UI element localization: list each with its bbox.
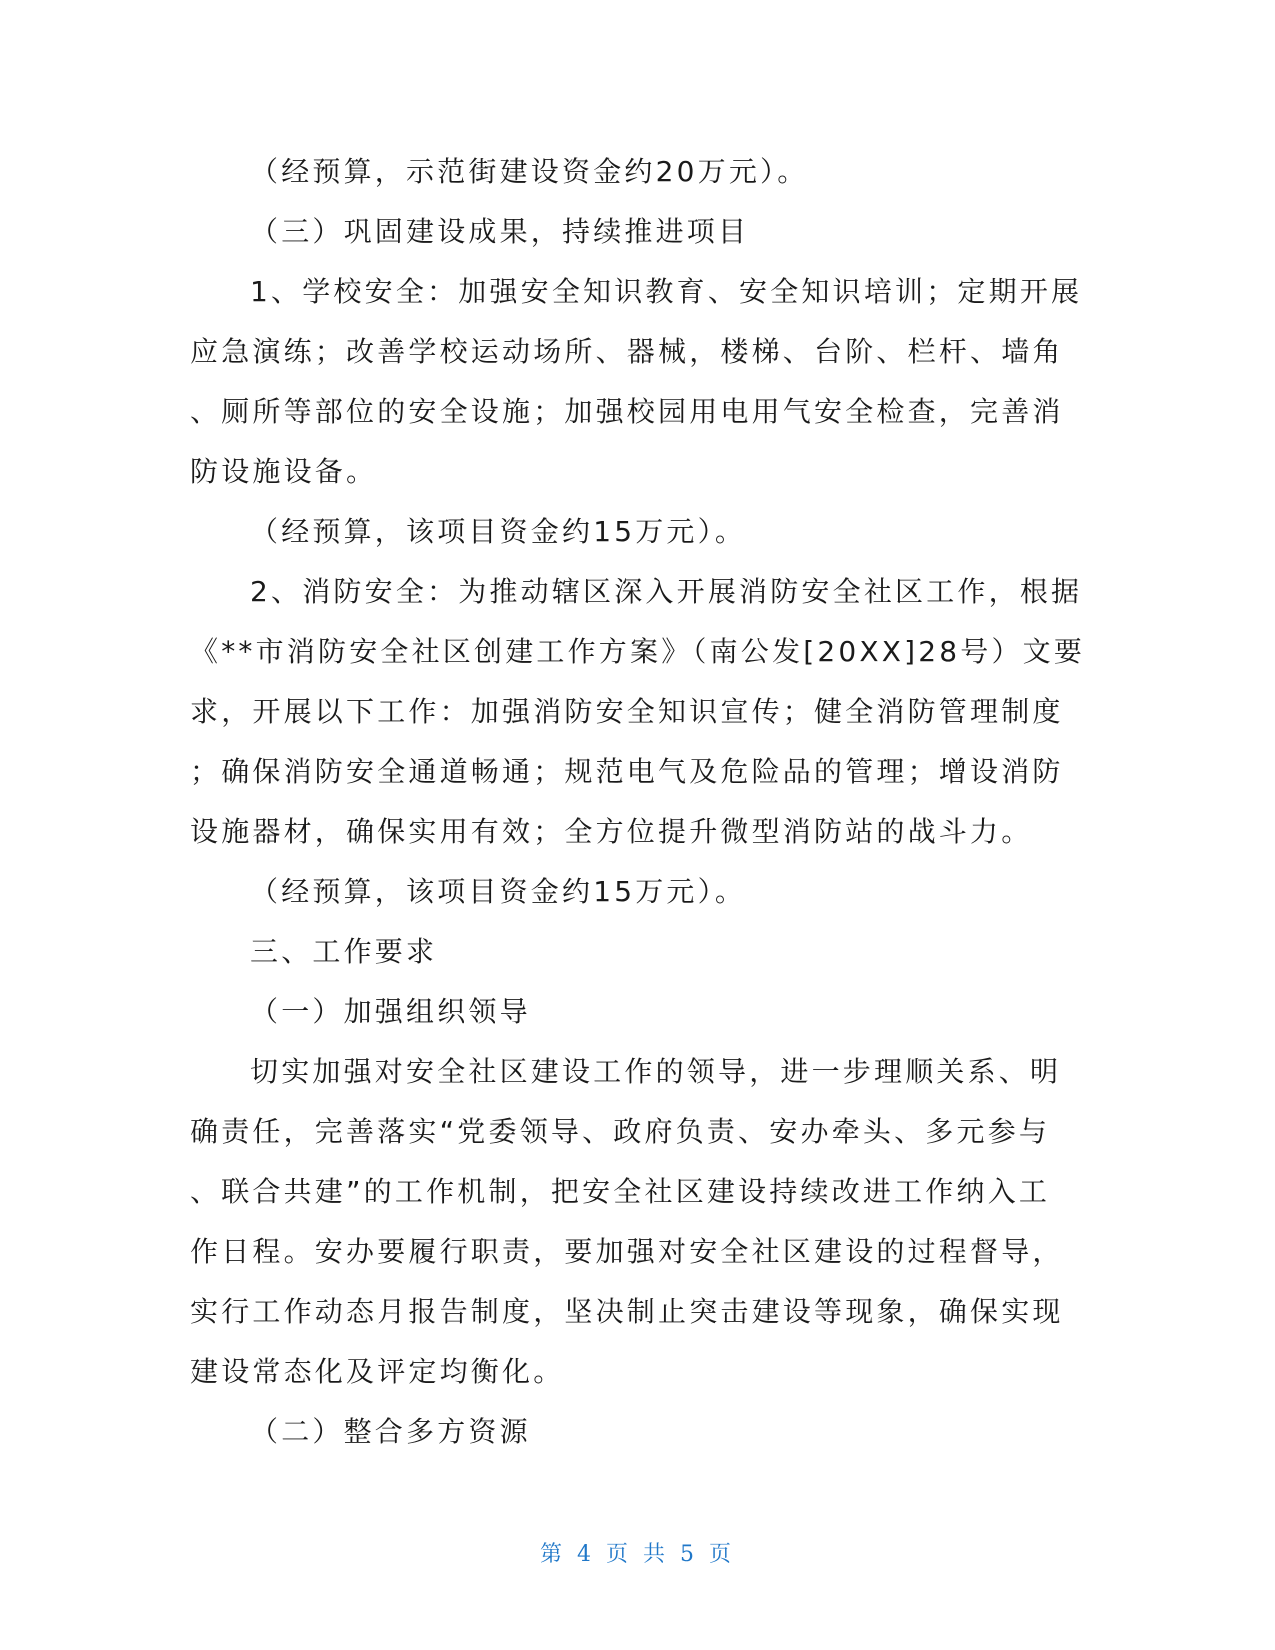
text-line: 三、工作要求 — [250, 935, 438, 968]
paragraph-school-safety — [190, 262, 1083, 502]
heading-integrate-resources — [190, 1402, 1070, 1462]
text-line: （经预算，示范街建设资金约20万元）。 — [250, 155, 809, 188]
text-line: 设施器材，确保实用有效；全方位提升微型消防站的战斗力。 — [190, 815, 1033, 848]
text-line: 作日程。安办要履行职责，要加强对安全社区建设的过程督导， — [190, 1235, 1064, 1268]
text-line: 应急演练；改善学校运动场所、器械，楼梯、台阶、栏杆、墙角 — [190, 335, 1064, 368]
heading-consolidate-results — [190, 202, 1070, 262]
text-line: ；确保消防安全通道畅通；规范电气及危险品的管理；增设消防 — [190, 755, 1064, 788]
text-line: 、厕所等部位的安全设施；加强校园用电用气安全检查，完善消 — [190, 395, 1064, 428]
text-line: 实行工作动态月报告制度，坚决制止突击建设等现象，确保实现 — [190, 1295, 1064, 1328]
paragraph-budget-demo-street — [190, 142, 1070, 202]
text-line: （三）巩固建设成果，持续推进项目 — [250, 215, 750, 248]
paragraph-budget-school — [190, 502, 1070, 562]
text-line: 《**市消防安全社区创建工作方案》（南公发[20XX]28号）文要 — [190, 635, 1086, 668]
text-line: （二）整合多方资源 — [250, 1415, 531, 1448]
text-line: 2、消防安全：为推动辖区深入开展消防安全社区工作，根据 — [250, 575, 1083, 608]
text-line: （经预算，该项目资金约15万元）。 — [250, 875, 747, 908]
text-line: 确责任，完善落实“党委领导、政府负责、安办牵头、多元参与 — [190, 1115, 1051, 1148]
heading-strengthen-leadership — [190, 982, 1070, 1042]
text-line: （经预算，该项目资金约15万元）。 — [250, 515, 747, 548]
paragraph-fire-safety — [190, 562, 1086, 862]
text-line: 切实加强对安全社区建设工作的领导，进一步理顺关系、明 — [250, 1055, 1062, 1088]
text-line: 1、学校安全：加强安全知识教育、安全知识培训；定期开展 — [250, 275, 1083, 308]
text-line: 、联合共建”的工作机制，把安全社区建设持续改进工作纳入工 — [190, 1175, 1051, 1208]
paragraph-budget-fire — [190, 862, 1070, 922]
text-line: 建设常态化及评定均衡化。 — [190, 1355, 565, 1388]
text-line: （一）加强组织领导 — [250, 995, 531, 1028]
page-number-footer: 第 4 页 共 5 页 — [540, 1542, 735, 1567]
text-line: 求，开展以下工作：加强消防安全知识宣传；健全消防管理制度 — [190, 695, 1064, 728]
heading-work-requirements — [190, 922, 1070, 982]
paragraph-leadership — [190, 1042, 1070, 1402]
document-body — [190, 142, 1086, 1462]
text-line: 防设施设备。 — [190, 455, 378, 488]
